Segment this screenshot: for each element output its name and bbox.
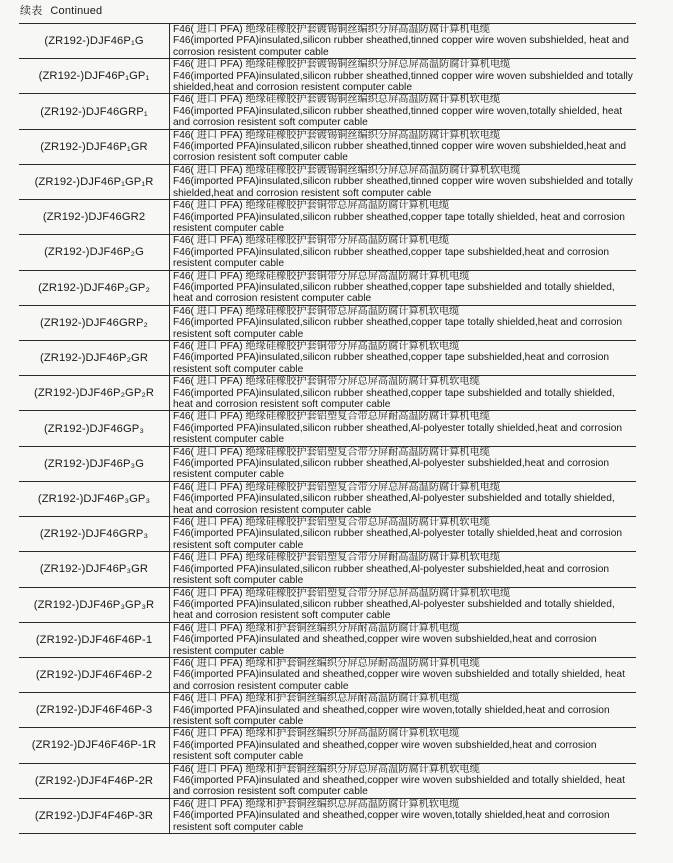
table-row	[19, 693, 636, 728]
description-en: F46(imported PFA)insulated,silicon rubber sheathed,Al-polyester subshielded and totally shielded, heat and corrosion resistent computer cable	[173, 493, 615, 516]
description-en: F46(imported PFA)insulated,silicon rubber sheathed,copper tape subshielded,heat and corrosion resistent computer cable	[173, 246, 610, 270]
description-cn: F46( 进口 PFA) 绝缘硅橡胶护套镀锡铜丝编织总屏高温防腐计算机软电缆	[173, 94, 501, 106]
description-cell	[170, 517, 637, 552]
description-cell	[170, 728, 637, 763]
table-row	[19, 305, 636, 340]
description-cn: F46( 进口 PFA) 绝缘硅橡胶护套铜带分屏高温防腐计算机电缆	[173, 235, 450, 247]
model-code: (ZR192-)DJF46P₁GR	[19, 129, 170, 164]
model-code: (ZR192-)DJF46P₃GP₃	[19, 481, 170, 516]
description-cell	[170, 622, 637, 657]
description-cn: F46( 进口 PFA) 绝缘硅橡胶护套铝塑复合带分屏总屏高温防腐计算机软电缆	[173, 587, 511, 599]
table-row	[19, 376, 636, 411]
description-en: F46(imported PFA)insulated,silicon rubber sheathed,Al-polyester subshielded,heat and corrosion resistent soft computer cable	[173, 563, 610, 587]
model-code: (ZR192-)DJF46F46P-1R	[19, 728, 170, 763]
model-code: (ZR192-)DJF4F46P-3R	[19, 798, 170, 833]
model-code: (ZR192-)DJF46P₂GR	[19, 340, 170, 375]
description-en: F46(imported PFA)insulated,silicon rubber sheathed,tinned copper wire woven subshielded,heat and corrosion resistent soft computer cable	[173, 141, 627, 164]
description-cell	[170, 270, 637, 305]
model-code: (ZR192-)DJF46P₃GR	[19, 552, 170, 587]
description-cn: F46( 进口 PFA) 绝缘硅橡胶护套铜带分屏总屏高温防腐计算机软电缆	[173, 376, 480, 388]
table-row	[19, 622, 636, 657]
description-cn: F46( 进口 PFA) 绝缘硅橡胶护套铜带分屏高温防腐计算机软电缆	[173, 340, 460, 352]
description-cell	[170, 587, 637, 622]
description-cn: F46( 进口 PFA) 绝缘和护套铜丝编织分屏总屏高温防腐计算机软电缆	[173, 763, 480, 775]
description-en: F46(imported PFA)insulated,silicon rubber sheathed,copper tape totally shielded, heat and corrosion resistent computer cable	[173, 211, 625, 234]
model-code: (ZR192-)DJF46P₁GP₁	[19, 59, 170, 94]
table-row	[19, 235, 636, 270]
table-row	[19, 164, 636, 199]
description-cell	[170, 693, 637, 728]
description-en: F46(imported PFA)insulated and sheathed,copper wire woven subshielded,heat and corrosion resistent soft computer cable	[173, 739, 597, 763]
model-code: (ZR192-)DJF46P₃GP₃R	[19, 587, 170, 622]
model-code: (ZR192-)DJF46P₃G	[19, 446, 170, 481]
continued-en: Continued	[50, 5, 103, 17]
description-cell	[170, 481, 637, 516]
description-en: F46(imported PFA)insulated and sheathed,copper wire woven subshielded and totally shielded, heat and corrosion resistent soft computer cable	[173, 775, 625, 798]
table-row	[19, 94, 636, 129]
description-cn: F46( 进口 PFA) 绝缘硅橡胶护套镀锡铜丝编织分屏高温防腐计算机电缆	[173, 24, 490, 35]
description-cn: F46( 进口 PFA) 绝缘硅橡胶护套镀锡铜丝编织分屏总屏高温防腐计算机软电缆	[173, 164, 521, 176]
description-cell	[170, 763, 637, 798]
model-code: (ZR192-)DJF46GRP₁	[19, 94, 170, 129]
description-en: F46(imported PFA)insulated,silicon rubber sheathed,tinned copper wire woven subshielded and totally shielded,heat and corrosion resistent soft computer cable	[173, 176, 633, 199]
model-code: (ZR192-)DJF46P₁GP₁R	[19, 164, 170, 199]
description-cn: F46( 进口 PFA) 绝缘和护套铜丝编织总屏耐高温防腐计算机电缆	[173, 693, 460, 705]
description-en: F46(imported PFA)insulated,silicon rubber sheathed,tinned copper wire woven subshielded and totally shielded,heat and corrosion resistent computer cable	[173, 70, 633, 94]
description-en: F46(imported PFA)insulated and sheathed,copper wire woven,totally shielded,heat and corrosion resistent soft computer cable	[173, 704, 610, 727]
description-cn: F46( 进口 PFA) 绝缘硅橡胶护套铝塑复合带总屏耐高温防腐计算机电缆	[173, 411, 490, 423]
description-en: F46(imported PFA)insulated,silicon rubber sheathed,Al-polyester totally shielded,heat and corrosion resistent soft computer cable	[173, 528, 623, 551]
description-cn: F46( 进口 PFA) 绝缘硅橡胶护套铜带分屏总屏高温防腐计算机电缆	[173, 270, 470, 282]
description-cell	[170, 446, 637, 481]
description-cell	[170, 164, 637, 199]
description-en: F46(imported PFA)insulated,silicon rubber sheathed,Al-polyester totally shielded,heat and corrosion resistent computer cable	[173, 422, 623, 446]
description-cell	[170, 24, 637, 59]
description-cn: F46( 进口 PFA) 绝缘硅橡胶护套铝塑复合带总屏高温防腐计算机软电缆	[173, 517, 490, 529]
description-en: F46(imported PFA)insulated,silicon rubber sheathed,tinned copper wire woven,totally shielded, heat and corrosion resistent soft computer cable	[173, 105, 623, 129]
model-code: (ZR192-)DJF46P₂GP₂	[19, 270, 170, 305]
description-cell	[170, 411, 637, 446]
table-row	[19, 270, 636, 305]
description-cell	[170, 94, 637, 129]
description-cn: F46( 进口 PFA) 绝缘硅橡胶护套铝塑复合带分屏耐高温防腐计算机电缆	[173, 446, 490, 458]
description-en: F46(imported PFA)insulated,silicon rubber sheathed,copper tape subshielded and totally shielded, heat and corrosion resistent computer cable	[173, 281, 615, 305]
description-cn: F46( 进口 PFA) 绝缘和护套铜丝编织分屏耐高温防腐计算机电缆	[173, 622, 460, 634]
table-row	[19, 552, 636, 587]
table-row	[19, 446, 636, 481]
continued-cn: 续表	[20, 5, 43, 17]
description-cell	[170, 200, 637, 235]
description-cell	[170, 376, 637, 411]
description-cell	[170, 129, 637, 164]
table-row	[19, 24, 636, 59]
description-en: F46(imported PFA)insulated and sheathed,copper wire woven subshielded,heat and corrosion resistent computer cable	[173, 634, 597, 657]
model-code: (ZR192-)DJF46P₂G	[19, 235, 170, 270]
description-en: F46(imported PFA)insulated,silicon rubber sheathed,copper tape subshielded and totally shielded, heat and corrosion resistent soft computer cable	[173, 387, 615, 410]
table-row	[19, 59, 636, 94]
table-row	[19, 200, 636, 235]
description-en: F46(imported PFA)insulated,silicon rubber sheathed,tinned copper wire woven subshielded, heat and corrosion resistent computer cable	[173, 35, 629, 58]
model-code: (ZR192-)DJF46F46P-2	[19, 657, 170, 692]
description-cn: F46( 进口 PFA) 绝缘和护套铜丝编织分屏总屏耐高温防腐计算机电缆	[173, 657, 480, 669]
model-code: (ZR192-)DJF46F46P-1	[19, 622, 170, 657]
table-row	[19, 587, 636, 622]
description-cell	[170, 657, 637, 692]
description-en: F46(imported PFA)insulated,silicon rubber sheathed,copper tape subshielded,heat and corrosion resistent soft computer cable	[173, 352, 610, 375]
model-code: (ZR192-)DJF46GRP₂	[19, 305, 170, 340]
cable-spec-table	[19, 23, 636, 834]
model-code: (ZR192-)DJF46GR2	[19, 200, 170, 235]
description-cell	[170, 340, 637, 375]
model-code: (ZR192-)DJF46GRP₃	[19, 517, 170, 552]
description-cell	[170, 305, 637, 340]
table-row	[19, 728, 636, 763]
table-row	[19, 657, 636, 692]
description-cn: F46( 进口 PFA) 绝缘硅橡胶护套镀锡铜丝编织分屏高温防腐计算机软电缆	[173, 129, 501, 141]
description-cell	[170, 798, 637, 833]
continued-header	[20, 2, 102, 18]
model-code: (ZR192-)DJF46GP₃	[19, 411, 170, 446]
description-en: F46(imported PFA)insulated,silicon rubber sheathed,Al-polyester subshielded and totally shielded, heat and corrosion resistent soft computer cable	[173, 598, 615, 622]
model-code: (ZR192-)DJF4F46P-2R	[19, 763, 170, 798]
table-row	[19, 517, 636, 552]
description-cn: F46( 进口 PFA) 绝缘硅橡胶护套铝塑复合带分屏总屏高温防腐计算机电缆	[173, 481, 501, 493]
model-code: (ZR192-)DJF46P₁G	[19, 24, 170, 59]
description-cn: F46( 进口 PFA) 绝缘硅橡胶护套铜带总屏高温防腐计算机软电缆	[173, 305, 460, 317]
description-en: F46(imported PFA)insulated,silicon rubber sheathed,copper tape totally shielded,heat and corrosion resistent soft computer cable	[173, 317, 623, 340]
table-row	[19, 763, 636, 798]
description-cn: F46( 进口 PFA) 绝缘硅橡胶护套铝塑复合带分屏耐高温防腐计算机软电缆	[173, 552, 501, 564]
table-row	[19, 340, 636, 375]
table-row	[19, 481, 636, 516]
description-cn: F46( 进口 PFA) 绝缘硅橡胶护套镀锡铜丝编织分屏总屏高温防腐计算机电缆	[173, 59, 511, 71]
description-cell	[170, 235, 637, 270]
description-en: F46(imported PFA)insulated and sheathed,copper wire woven,totally shielded,heat and corrosion resistent soft computer cable	[173, 810, 610, 833]
description-cn: F46( 进口 PFA) 绝缘和护套铜丝编织分屏高温防腐计算机软电缆	[173, 728, 460, 740]
description-cell	[170, 552, 637, 587]
description-en: F46(imported PFA)insulated and sheathed,copper wire woven subshielded and totally shielded, heat and corrosion resistent computer cable	[173, 669, 625, 692]
model-code: (ZR192-)DJF46F46P-3	[19, 693, 170, 728]
description-cn: F46( 进口 PFA) 绝缘硅橡胶护套铜带总屏高温防腐计算机电缆	[173, 200, 450, 212]
description-en: F46(imported PFA)insulated,silicon rubber sheathed,Al-polyester subshielded,heat and corrosion resistent computer cable	[173, 458, 610, 481]
description-cell	[170, 59, 637, 94]
table-row	[19, 129, 636, 164]
model-code: (ZR192-)DJF46P₂GP₂R	[19, 376, 170, 411]
description-cn: F46( 进口 PFA) 绝缘和护套铜丝编织总屏高温防腐计算机软电缆	[173, 798, 460, 810]
table-row	[19, 798, 636, 833]
table-row	[19, 411, 636, 446]
